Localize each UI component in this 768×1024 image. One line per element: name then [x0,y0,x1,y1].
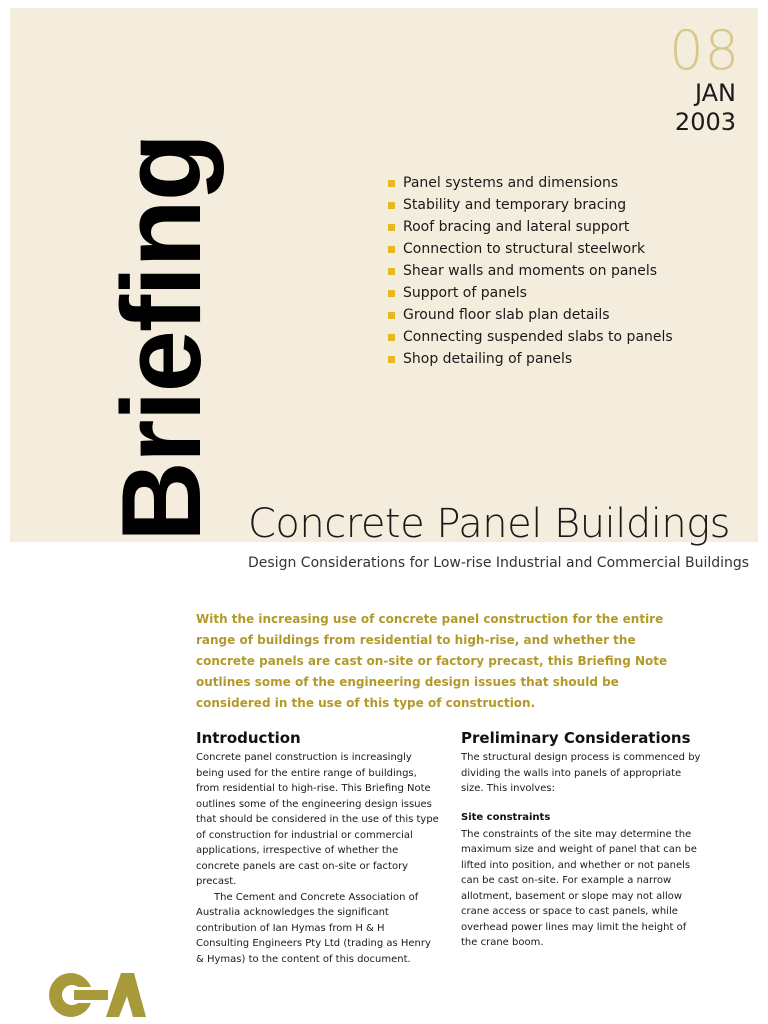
document-title: Concrete Panel Buildings [248,501,731,547]
ca-logo-icon [46,970,146,1020]
bullet-icon [388,246,395,253]
topic-item [388,172,673,194]
bullet-icon [388,312,395,319]
topic-label: Roof bracing and lateral support [403,219,630,235]
lead-paragraph: With the increasing use of concrete panel construction for the entire range of buildings from residential to high-rise, and whether the concrete panels are cast on-site or factory precast, this Briefing Note outlines some of the engineering design issues that should be considered in the use of this type of construction. [196,612,668,710]
topic-item [388,260,673,282]
bullet-icon [388,334,395,341]
topic-label: Panel systems and dimensions [403,175,619,191]
site-constraints-paragraph: The constraints of the site may determine the maximum size and weight of panel that can be lifted into position, and whether or not panels can be cast on-site. For example a narrow allotment, basement or slope may not allow crane access or space to cast panels, while overhead power lines may limit the height of the crane boom. [461,828,697,948]
topic-item [388,194,673,216]
issue-year: 2003 [674,108,736,136]
topic-item [388,304,673,326]
briefing-wordmark: Briefing [99,134,224,542]
topic-item [388,326,673,348]
bullet-icon [388,224,395,231]
introduction-column [196,728,440,967]
topics-list [388,172,673,370]
topic-label: Stability and temporary bracing [403,197,627,213]
topic-item [388,348,673,370]
site-constraints-heading: Site constraints [461,811,551,823]
bullet-icon [388,180,395,187]
topic-label: Connection to structural steelwork [403,241,646,257]
logo-bar [74,990,108,1000]
topic-item [388,238,673,260]
issue-month: JAN [694,79,736,107]
topic-label: Ground floor slab plan details [403,307,610,323]
introduction-paragraph: Concrete panel construction is increasingly being used for the entire range of buildings, from residential to high-rise. This Briefing Note outlines some of the engineering design issues that should be considered in the use of this type of construction for industrial or commercial applications, irrespective of whether the concrete panels are cast on-site or factory precast. [196,752,439,887]
topic-label: Shop detailing of panels [403,351,573,367]
logo-a-shape [106,973,146,1017]
acknowledgement-paragraph: The Cement and Concrete Association of Australia acknowledges the significant contribution of Ian Hymas from H & H Consulting Engineers Pty Ltd (trading as Henry & Hymas) to the content of this document. [196,891,431,965]
issue-number: 08 [669,19,740,82]
bullet-icon [388,290,395,297]
document-subtitle: Design Considerations for Low-rise Industrial and Commercial Buildings [248,555,750,571]
bullet-icon [388,356,395,363]
topic-item [388,282,673,304]
preliminary-column [461,728,705,951]
topic-label: Connecting suspended slabs to panels [403,329,673,345]
bullet-icon [388,202,395,209]
topic-item [388,216,673,238]
preliminary-paragraph: The structural design process is commenced by dividing the walls into panels of appropriate size. This involves: [461,752,701,794]
introduction-heading: Introduction [196,729,301,747]
topic-label: Shear walls and moments on panels [403,263,658,279]
bullet-icon [388,268,395,275]
topic-label: Support of panels [403,285,527,301]
preliminary-heading: Preliminary Considerations [461,729,691,747]
